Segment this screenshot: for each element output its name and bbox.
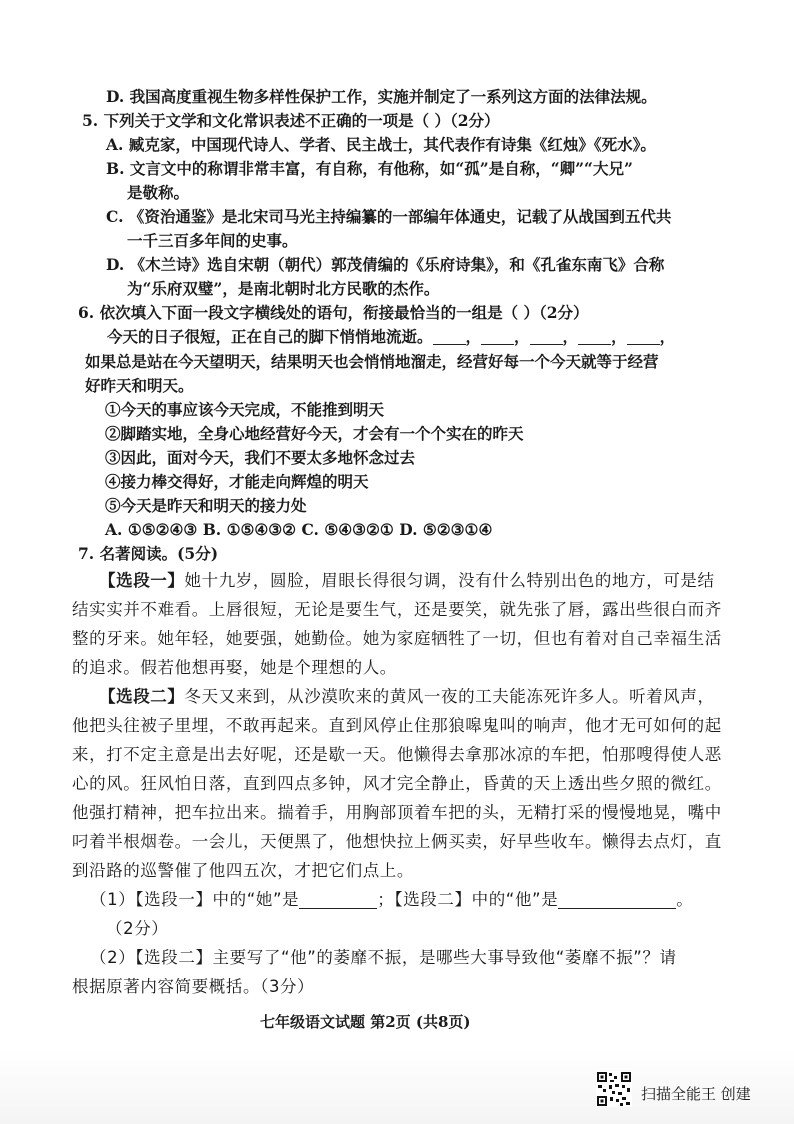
excerpt-1-text: 她十九岁，圆脸，眉眼长得很匀调，没有什么特别出色的地方，可是结 xyxy=(184,571,715,590)
page-footer: 七年级语文试题 第2页 (共8页) xyxy=(260,1013,471,1031)
q6-sentence-3: ③因此，面对今天，我们不要太多地怀念过去 xyxy=(105,448,416,467)
excerpt-2-line-1 xyxy=(99,689,715,706)
q5-option-b: B. 文言文中的称谓非常丰富，有自称，有他称，如“孤”是自称，“卿”“大兄” xyxy=(106,159,633,178)
excerpt-2-line-6: 叼着半根烟卷。一会儿，天便黑了，他想快拉上俩买卖，好早些收车。懒得去点灯，直 xyxy=(72,832,722,851)
q5-stem: 5. 下列关于文学和文化常识表述不正确的一项是（ ）（2分） xyxy=(82,111,500,130)
q7-sub1-text-a: （1）【选段一】中的“她”是 xyxy=(90,890,300,909)
excerpt-2-label: 【选段二】 xyxy=(99,687,185,706)
excerpt-1-line-1 xyxy=(99,573,715,590)
q7-stem: 7. 名著阅读。(5分) xyxy=(78,544,219,563)
answer-blank[interactable] xyxy=(627,330,660,345)
scanner-brand: 扫描全能王 创建 xyxy=(641,1085,751,1103)
excerpt-2-line-3: 来，打不定主意是出去好呢，还是歇一天。他懒得去拿那冰凉的车把，怕那嗖得使人恶 xyxy=(72,745,722,764)
q6-sentence-4: ④接力棒交得好，才能走向辉煌的明天 xyxy=(105,472,369,491)
q6-passage-line-2: 如果总是站在今天望明天，结果明天也会悄悄地溜走，经营好每一个今天就等于经营 xyxy=(85,352,659,371)
qr-code-icon xyxy=(596,1071,632,1107)
q5-option-b-cont: 是敬称。 xyxy=(127,183,190,202)
q7-sub2-cont: 根据原著内容简要概括。（3分） xyxy=(72,977,315,996)
excerpt-1-label: 【选段一】 xyxy=(99,571,185,590)
q7-sub1-points: （2分） xyxy=(106,919,169,938)
excerpt-1-line-2: 结实实并不难看。上唇很短，无论是要生气，还是要笑，就先张了唇，露出些很白而齐 xyxy=(72,600,722,619)
excerpt-2-line-5: 他强打精神，把车拉出来。揣着手，用胸部顶着车把的头，无精打采的慢慢地晃，嘴中 xyxy=(72,803,722,822)
q5-option-a: A. 臧克家，中国现代诗人、学者、民主战士，其代表作有诗集《红烛》《死水》。 xyxy=(106,135,656,154)
q5-option-c: C. 《资治通鉴》是北宋司马光主持编纂的一部编年体通史，记载了从战国到五代共 xyxy=(106,207,672,226)
q7-sub2: （2）【选段二】主要写了“他”的萎靡不振，是哪些大事导致他“萎靡不振”？请 xyxy=(90,948,677,967)
excerpt-2-line-2: 他把头往被子里埋，不敢再起来。直到风停止住那狼嗥鬼叫的响声，他才无可如何的起 xyxy=(72,716,722,735)
q5-option-c-cont: 一千三百多年间的史事。 xyxy=(127,231,298,250)
excerpt-2-line-4: 心的风。狂风怕日落，直到四点多钟，风才完全静止，昏黄的天上透出些夕照的微红。 xyxy=(72,774,722,793)
q6-sentence-1: ①今天的事应该今天完成，不能推到明天 xyxy=(105,400,385,419)
q6-sentence-2: ②脚踏实地，全身心地经营好今天，才会有一个个实在的昨天 xyxy=(105,424,524,443)
q7-sub1 xyxy=(90,892,693,909)
answer-blank[interactable] xyxy=(299,894,377,909)
answer-blank[interactable] xyxy=(481,330,514,345)
q7-sub1-text-b: ；【选段二】中的“他”是 xyxy=(377,890,559,909)
excerpt-2-line-7: 到沿路的巡警催了他四五次，才把它们点上。 xyxy=(72,861,414,880)
excerpt-2-text: 冬天又来到，从沙漠吹来的黄风一夜的工夫能冻死许多人。听着风声， xyxy=(184,687,715,706)
answer-blank[interactable] xyxy=(433,330,466,345)
excerpt-1-line-3: 整的牙来。她年轻，她要强，她勤俭。她为家庭牺牲了一切，但也有着对自己幸福生活 xyxy=(72,629,722,648)
q6-passage-line-3: 好昨天和明天。 xyxy=(85,376,194,395)
answer-blank[interactable] xyxy=(558,894,676,909)
q6-passage-text: 今天的日子很短，正在自己的脚下悄悄地流逝。 xyxy=(107,327,433,346)
q6-choices: A. ①⑤②④③ B. ①⑤④③② C. ⑤④③②① D. ⑤②③①④ xyxy=(105,520,493,539)
q6-passage-line-1: 今天的日子很短，正在自己的脚下悄悄地流逝。 ， ， ， ， ， xyxy=(107,327,676,346)
answer-blank[interactable] xyxy=(578,330,611,345)
q4-option-d: D. 我国高度重视生物多样性保护工作，实施并制定了一系列这方面的法律法规。 xyxy=(106,87,657,106)
q6-sentence-5: ⑤今天是昨天和明天的接力处 xyxy=(105,496,307,515)
q7-sub1-end: 。 xyxy=(676,890,694,909)
excerpt-1-line-4: 的追求。假若他想再娶，她是个理想的人。 xyxy=(72,658,397,677)
q6-stem: 6. 依次填入下面一段文字横线处的语句，衔接最恰当的一组是（ ）（2分） xyxy=(78,303,589,322)
answer-blank[interactable] xyxy=(530,330,563,345)
q5-option-d-cont: 为“乐府双璧”，是南北朝时北方民歌的杰作。 xyxy=(127,279,440,298)
q5-option-d: D. 《木兰诗》选自宋朝（朝代）郭茂倩编的《乐府诗集》，和《孔雀东南飞》合称 xyxy=(106,255,665,274)
